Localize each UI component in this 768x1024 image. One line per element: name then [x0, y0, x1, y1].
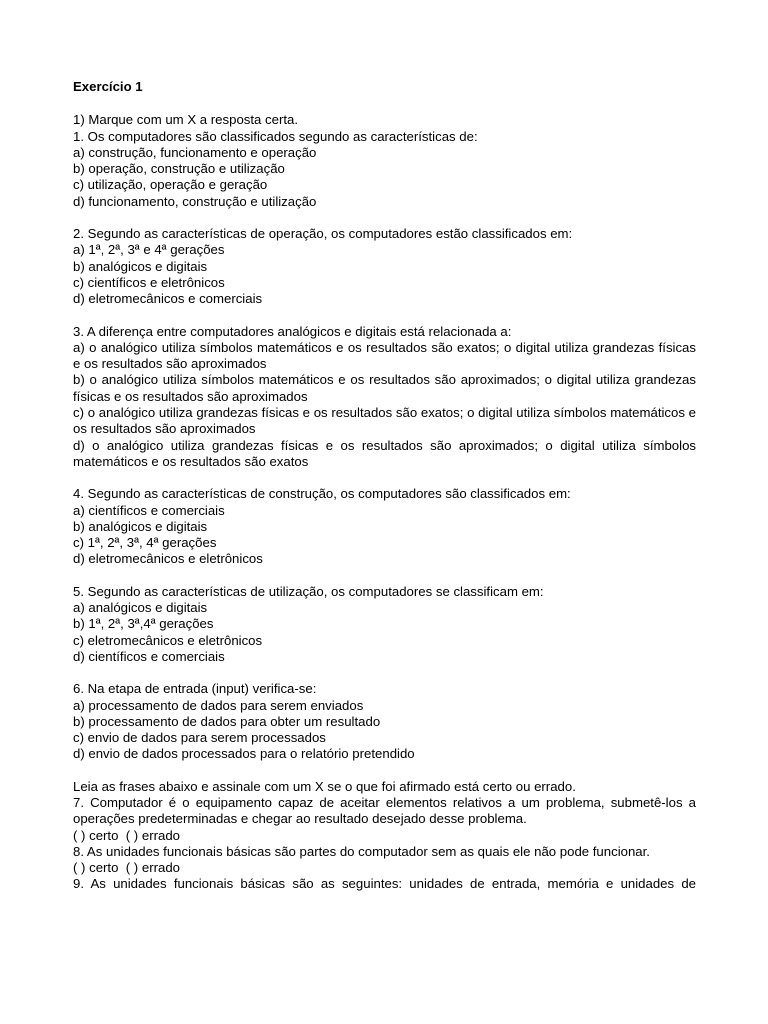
question-1 [73, 129, 696, 210]
question-option: b) analógicos e digitais [73, 518, 208, 534]
question-4 [73, 486, 696, 567]
question-option: b) 1ª, 2ª, 3ª,4ª gerações [73, 616, 214, 632]
question-option: a) 1ª, 2ª, 3ª e 4ª gerações [73, 242, 225, 258]
question-option: d) funcionamento, construção e utilização [73, 193, 317, 209]
statement-8: 8. As unidades funcionais básicas são partes do computador sem as quais ele não pode funcionar. [73, 843, 650, 859]
document-body [73, 79, 696, 893]
question-option: b) processamento de dados para obter um resultado [73, 713, 381, 729]
question-option: c) o analógico utiliza grandezas físicas e os resultados são exatos; o digital utiliza símbolos matemáticos e os resultados são aproximados [73, 405, 696, 437]
statement-7: 7. Computador é o equipamento capaz de aceitar elementos relativos a um problema, submetê-los a operações predeterminadas e chegar ao resultado desejado desse problema. [73, 794, 696, 827]
question-stem: 2. Segundo as características de operação, os computadores estão classificados em: [73, 226, 573, 242]
question-option: a) construção, funcionamento e operação [73, 144, 317, 160]
question-option: a) científicos e comerciais [73, 502, 225, 518]
question-6 [73, 681, 696, 762]
question-option: a) analógicos e digitais [73, 600, 208, 616]
question-stem: 4. Segundo as características de construção, os computadores são classificados em: [73, 486, 571, 502]
question-3 [73, 324, 696, 471]
question-option: c) 1ª, 2ª, 3ª, 4ª gerações [73, 535, 217, 551]
question-option: d) eletromecânicos e comerciais [73, 291, 263, 307]
question-option: c) envio de dados para serem processados [73, 730, 326, 746]
question-option: c) científicos e eletrônicos [73, 274, 225, 290]
question-5 [73, 584, 696, 665]
section-instruction: Leia as frases abaixo e assinale com um X se o que foi afirmado está certo ou errado. [73, 778, 576, 794]
question-2 [73, 226, 696, 307]
question-stem: 1. Os computadores são classificados segundo as características de: [73, 128, 478, 144]
statement-9: 9. As unidades funcionais básicas são as seguintes: unidades de entrada, memória e unidades de [73, 876, 696, 892]
question-option: a) o analógico utiliza símbolos matemáticos e os resultados são exatos; o digital utiliza grandezas físicas e os resultados são aproximados [73, 339, 696, 372]
question-option: b) o analógico utiliza símbolos matemáticos e os resultados são aproximados; o digital utiliza grandezas físicas e os resultados são aproximados [73, 372, 696, 404]
question-option: a) processamento de dados para serem enviados [73, 697, 364, 713]
question-option: c) utilização, operação e geração [73, 177, 268, 193]
question-option: d) envio de dados processados para o relatório pretendido [73, 746, 415, 762]
question-option: b) operação, construção e utilização [73, 161, 285, 177]
question-option: b) analógicos e digitais [73, 258, 208, 274]
question-stem: 6. Na etapa de entrada (input) verifica-se: [73, 681, 317, 697]
instruction-text: 1) Marque com um X a resposta certa. [73, 112, 299, 128]
question-option: d) científicos e comerciais [73, 648, 225, 664]
answer-choices-8: ( ) certo ( ) errado [73, 860, 180, 876]
question-option: d) o analógico utiliza grandezas físicas e os resultados são aproximados; o digital utiliza símbolos matemáticos e os resultados são exatos [73, 437, 696, 469]
question-option: d) eletromecânicos e eletrônicos [73, 551, 263, 567]
page-title: Exercício 1 [73, 79, 143, 94]
question-stem: 3. A diferença entre computadores analógicos e digitais está relacionada a: [73, 323, 512, 339]
question-stem: 5. Segundo as características de utilização, os computadores se classificam em: [73, 583, 544, 599]
question-option: c) eletromecânicos e eletrônicos [73, 632, 263, 648]
answer-choices-7: ( ) certo ( ) errado [73, 827, 180, 843]
